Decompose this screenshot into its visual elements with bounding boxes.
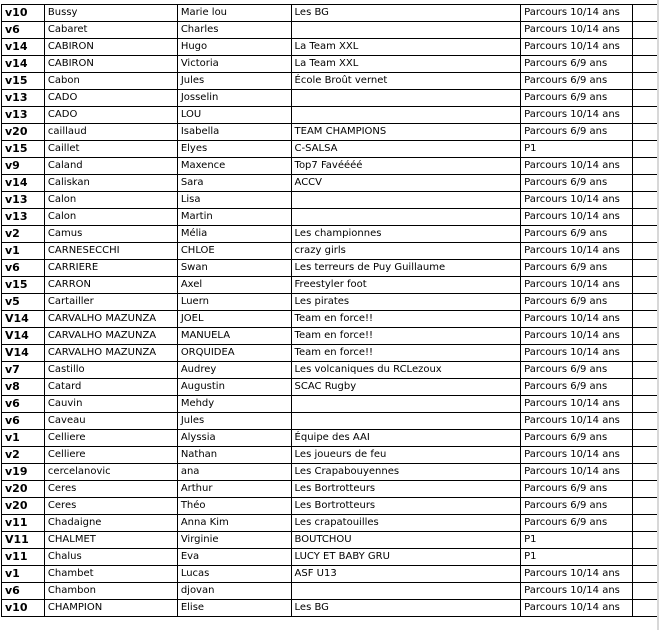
team-cell[interactable]: Équipe des AAI [291,430,521,447]
last-name-cell[interactable]: CADO [44,90,177,107]
team-cell[interactable]: La Team XXL [291,39,521,56]
table-row [2,549,659,566]
table-row [2,430,659,447]
last-name-cell[interactable]: Caliskan [44,175,177,192]
course-cell[interactable]: Parcours 6/9 ans [521,73,633,90]
last-name-cell[interactable]: cercelanovic [44,464,177,481]
last-name-cell[interactable]: Chambon [44,583,177,600]
empty-cell[interactable] [633,600,659,617]
table-row [2,158,659,175]
group-cell[interactable]: v10 [2,5,45,22]
last-name-cell[interactable]: Calon [44,192,177,209]
group-cell[interactable]: v15 [2,73,45,90]
group-cell[interactable]: v20 [2,498,45,515]
empty-cell[interactable] [633,515,659,532]
table-row [2,600,659,617]
table-row [2,566,659,583]
first-name-cell[interactable]: Audrey [177,362,291,379]
empty-cell[interactable] [633,294,659,311]
first-name-cell[interactable]: CHLOE [177,243,291,260]
group-cell[interactable]: v7 [2,362,45,379]
last-name-cell[interactable]: Calon [44,209,177,226]
course-cell[interactable]: Parcours 10/14 ans [521,311,633,328]
last-name-cell[interactable]: caillaud [44,124,177,141]
last-name-cell[interactable]: Cauvin [44,396,177,413]
spreadsheet-table [1,4,659,617]
team-cell[interactable] [291,90,521,107]
team-cell[interactable]: TEAM CHAMPIONS [291,124,521,141]
first-name-cell[interactable]: Mélia [177,226,291,243]
empty-cell[interactable] [633,345,659,362]
empty-cell[interactable] [633,549,659,566]
group-cell[interactable]: v1 [2,430,45,447]
course-cell[interactable]: Parcours 10/14 ans [521,243,633,260]
group-cell[interactable]: v6 [2,396,45,413]
group-cell[interactable]: v1 [2,566,45,583]
table-row [2,141,659,158]
empty-cell[interactable] [633,430,659,447]
group-cell[interactable]: V11 [2,532,45,549]
group-cell[interactable]: v13 [2,107,45,124]
first-name-cell[interactable]: ana [177,464,291,481]
first-name-cell[interactable]: Charles [177,22,291,39]
first-name-cell[interactable]: Théo [177,498,291,515]
course-cell[interactable]: Parcours 10/14 ans [521,209,633,226]
course-cell[interactable]: Parcours 10/14 ans [521,158,633,175]
table-row [2,362,659,379]
first-name-cell[interactable]: Martin [177,209,291,226]
course-cell[interactable]: Parcours 10/14 ans [521,566,633,583]
course-cell[interactable]: Parcours 10/14 ans [521,277,633,294]
empty-cell[interactable] [633,566,659,583]
table-row [2,396,659,413]
course-cell[interactable]: Parcours 10/14 ans [521,192,633,209]
team-cell[interactable] [291,413,521,430]
team-cell[interactable]: ACCV [291,175,521,192]
table-row [2,260,659,277]
team-cell[interactable] [291,192,521,209]
group-cell[interactable]: V14 [2,311,45,328]
group-cell[interactable]: v2 [2,226,45,243]
team-cell[interactable]: BOUTCHOU [291,532,521,549]
last-name-cell[interactable]: CADO [44,107,177,124]
empty-cell[interactable] [633,396,659,413]
empty-cell[interactable] [633,158,659,175]
first-name-cell[interactable]: JOEL [177,311,291,328]
last-name-cell[interactable]: Cabaret [44,22,177,39]
team-cell[interactable]: Les BG [291,600,521,617]
last-name-cell[interactable]: Bussy [44,5,177,22]
team-cell[interactable] [291,396,521,413]
first-name-cell[interactable]: Anna Kim [177,515,291,532]
table-row [2,90,659,107]
last-name-cell[interactable]: CHAMPION [44,600,177,617]
team-cell[interactable]: LUCY ET BABY GRU [291,549,521,566]
table-row [2,447,659,464]
first-name-cell[interactable]: Isabella [177,124,291,141]
last-name-cell[interactable]: Cabon [44,73,177,90]
course-cell[interactable]: Parcours 10/14 ans [521,345,633,362]
course-cell[interactable]: Parcours 6/9 ans [521,56,633,73]
last-name-cell[interactable]: Chadaigne [44,515,177,532]
course-cell[interactable]: Parcours 10/14 ans [521,464,633,481]
team-cell[interactable]: Les Bortrotteurs [291,498,521,515]
empty-cell[interactable] [633,124,659,141]
first-name-cell[interactable]: Swan [177,260,291,277]
last-name-cell[interactable]: CARVALHO MAZUNZA [44,345,177,362]
group-cell[interactable]: v14 [2,175,45,192]
team-cell[interactable]: Top7 Favéééé [291,158,521,175]
group-cell[interactable]: v20 [2,124,45,141]
team-cell[interactable] [291,107,521,124]
table-row [2,56,659,73]
table-row [2,294,659,311]
team-cell[interactable]: Freestyler foot [291,277,521,294]
course-cell[interactable]: P1 [521,549,633,566]
last-name-cell[interactable]: Ceres [44,481,177,498]
group-cell[interactable]: V14 [2,328,45,345]
course-cell[interactable]: Parcours 10/14 ans [521,447,633,464]
first-name-cell[interactable]: Sara [177,175,291,192]
group-cell[interactable]: v6 [2,413,45,430]
first-name-cell[interactable]: Lucas [177,566,291,583]
course-cell[interactable]: Parcours 6/9 ans [521,226,633,243]
first-name-cell[interactable]: Nathan [177,447,291,464]
empty-cell[interactable] [633,413,659,430]
team-cell[interactable]: Les terreurs de Puy Guillaume [291,260,521,277]
group-cell[interactable]: v11 [2,515,45,532]
team-cell[interactable]: C-SALSA [291,141,521,158]
first-name-cell[interactable]: Arthur [177,481,291,498]
table-row [2,124,659,141]
last-name-cell[interactable]: CARRON [44,277,177,294]
last-name-cell[interactable]: Catard [44,379,177,396]
course-cell[interactable]: P1 [521,141,633,158]
table-row [2,192,659,209]
course-cell[interactable]: Parcours 6/9 ans [521,90,633,107]
table-row [2,175,659,192]
empty-cell[interactable] [633,209,659,226]
group-cell[interactable]: v6 [2,22,45,39]
course-cell[interactable]: Parcours 10/14 ans [521,107,633,124]
team-cell[interactable]: Team en force!! [291,328,521,345]
empty-cell[interactable] [633,498,659,515]
empty-cell[interactable] [633,379,659,396]
first-name-cell[interactable]: Augustin [177,379,291,396]
table-row [2,515,659,532]
course-cell[interactable]: Parcours 10/14 ans [521,583,633,600]
first-name-cell[interactable]: Luern [177,294,291,311]
first-name-cell[interactable]: djovan [177,583,291,600]
empty-cell[interactable] [633,311,659,328]
table-row [2,226,659,243]
group-cell[interactable]: v1 [2,243,45,260]
group-cell[interactable]: v14 [2,56,45,73]
empty-cell[interactable] [633,73,659,90]
course-cell[interactable]: Parcours 6/9 ans [521,175,633,192]
empty-cell[interactable] [633,141,659,158]
empty-cell[interactable] [633,532,659,549]
team-cell[interactable]: Les championnes [291,226,521,243]
table-row [2,345,659,362]
first-name-cell[interactable]: Virginie [177,532,291,549]
last-name-cell[interactable]: Chalus [44,549,177,566]
last-name-cell[interactable]: Castillo [44,362,177,379]
last-name-cell[interactable]: CABIRON [44,56,177,73]
last-name-cell[interactable]: Caland [44,158,177,175]
table-row [2,311,659,328]
first-name-cell[interactable]: Hugo [177,39,291,56]
table-row [2,532,659,549]
last-name-cell[interactable]: CARVALHO MAZUNZA [44,311,177,328]
empty-cell[interactable] [633,277,659,294]
first-name-cell[interactable]: Victoria [177,56,291,73]
team-cell[interactable]: Team en force!! [291,345,521,362]
first-name-cell[interactable]: Lisa [177,192,291,209]
last-name-cell[interactable]: Celliere [44,430,177,447]
table-row [2,22,659,39]
table-body [2,5,659,617]
empty-cell[interactable] [633,481,659,498]
team-cell[interactable]: crazy girls [291,243,521,260]
table-row [2,73,659,90]
group-cell[interactable]: v8 [2,379,45,396]
team-cell[interactable]: Les volcaniques du RCLezoux [291,362,521,379]
first-name-cell[interactable]: Marie lou [177,5,291,22]
course-cell[interactable]: Parcours 6/9 ans [521,362,633,379]
course-cell[interactable]: Parcours 6/9 ans [521,430,633,447]
first-name-cell[interactable]: Jules [177,413,291,430]
group-cell[interactable]: v13 [2,90,45,107]
team-cell[interactable]: Les BG [291,5,521,22]
table-row [2,277,659,294]
empty-cell[interactable] [633,243,659,260]
table-row [2,328,659,345]
group-cell[interactable]: v15 [2,141,45,158]
empty-cell[interactable] [633,90,659,107]
empty-cell[interactable] [633,22,659,39]
last-name-cell[interactable]: CABIRON [44,39,177,56]
group-cell[interactable]: v13 [2,192,45,209]
course-cell[interactable]: Parcours 6/9 ans [521,379,633,396]
course-cell[interactable]: Parcours 10/14 ans [521,5,633,22]
last-name-cell[interactable]: Cartailler [44,294,177,311]
table-row [2,209,659,226]
first-name-cell[interactable]: Axel [177,277,291,294]
course-cell[interactable]: Parcours 6/9 ans [521,481,633,498]
empty-cell[interactable] [633,39,659,56]
group-cell[interactable]: v14 [2,39,45,56]
last-name-cell[interactable]: Caillet [44,141,177,158]
group-cell[interactable]: v11 [2,549,45,566]
course-cell[interactable]: Parcours 10/14 ans [521,22,633,39]
course-cell[interactable]: Parcours 10/14 ans [521,413,633,430]
group-cell[interactable]: v2 [2,447,45,464]
last-name-cell[interactable]: CARRIERE [44,260,177,277]
group-cell[interactable]: v9 [2,158,45,175]
first-name-cell[interactable]: Elyes [177,141,291,158]
empty-cell[interactable] [633,328,659,345]
last-name-cell[interactable]: Caveau [44,413,177,430]
empty-cell[interactable] [633,464,659,481]
table-row [2,243,659,260]
course-cell[interactable]: Parcours 6/9 ans [521,294,633,311]
team-cell[interactable] [291,209,521,226]
table-row [2,107,659,124]
first-name-cell[interactable]: Eva [177,549,291,566]
team-cell[interactable]: Les crapatouilles [291,515,521,532]
empty-cell[interactable] [633,583,659,600]
empty-cell[interactable] [633,56,659,73]
group-cell[interactable]: v10 [2,600,45,617]
first-name-cell[interactable]: Josselin [177,90,291,107]
table-row [2,5,659,22]
team-cell[interactable]: SCAC Rugby [291,379,521,396]
first-name-cell[interactable]: Jules [177,73,291,90]
group-cell[interactable]: v20 [2,481,45,498]
table-row [2,498,659,515]
empty-cell[interactable] [633,107,659,124]
empty-cell[interactable] [633,5,659,22]
first-name-cell[interactable]: Alyssia [177,430,291,447]
team-cell[interactable] [291,22,521,39]
group-cell[interactable]: v6 [2,260,45,277]
group-cell[interactable]: v13 [2,209,45,226]
empty-cell[interactable] [633,447,659,464]
empty-cell[interactable] [633,175,659,192]
team-cell[interactable] [291,583,521,600]
team-cell[interactable]: École Broût vernet [291,73,521,90]
group-cell[interactable]: V14 [2,345,45,362]
first-name-cell[interactable]: Elise [177,600,291,617]
first-name-cell[interactable]: Maxence [177,158,291,175]
table-row [2,39,659,56]
course-cell[interactable]: Parcours 6/9 ans [521,515,633,532]
course-cell[interactable]: Parcours 6/9 ans [521,124,633,141]
last-name-cell[interactable]: CHALMET [44,532,177,549]
first-name-cell[interactable]: Mehdy [177,396,291,413]
first-name-cell[interactable]: LOU [177,107,291,124]
table-row [2,583,659,600]
empty-cell[interactable] [633,192,659,209]
team-cell[interactable]: La Team XXL [291,56,521,73]
empty-cell[interactable] [633,362,659,379]
course-cell[interactable]: Parcours 10/14 ans [521,39,633,56]
last-name-cell[interactable]: Celliere [44,447,177,464]
table-row [2,379,659,396]
last-name-cell[interactable]: Chambet [44,566,177,583]
team-cell[interactable]: Les Crapabouyennes [291,464,521,481]
empty-cell[interactable] [633,260,659,277]
course-cell[interactable]: Parcours 6/9 ans [521,498,633,515]
table-row [2,413,659,430]
team-cell[interactable]: Les pirates [291,294,521,311]
team-cell[interactable]: Team en force!! [291,311,521,328]
last-name-cell[interactable]: CARNESECCHI [44,243,177,260]
last-name-cell[interactable]: Camus [44,226,177,243]
team-cell[interactable]: Les Bortrotteurs [291,481,521,498]
table-row [2,481,659,498]
group-cell[interactable]: v19 [2,464,45,481]
course-cell[interactable]: P1 [521,532,633,549]
first-name-cell[interactable]: MANUELA [177,328,291,345]
last-name-cell[interactable]: CARVALHO MAZUNZA [44,328,177,345]
group-cell[interactable]: v6 [2,583,45,600]
table-row [2,464,659,481]
course-cell[interactable]: Parcours 6/9 ans [521,260,633,277]
group-cell[interactable]: v15 [2,277,45,294]
course-cell[interactable]: Parcours 10/14 ans [521,396,633,413]
team-cell[interactable]: Les joueurs de feu [291,447,521,464]
course-cell[interactable]: Parcours 10/14 ans [521,600,633,617]
team-cell[interactable]: ASF U13 [291,566,521,583]
course-cell[interactable]: Parcours 10/14 ans [521,328,633,345]
group-cell[interactable]: v5 [2,294,45,311]
last-name-cell[interactable]: Ceres [44,498,177,515]
empty-cell[interactable] [633,226,659,243]
first-name-cell[interactable]: ORQUIDEA [177,345,291,362]
